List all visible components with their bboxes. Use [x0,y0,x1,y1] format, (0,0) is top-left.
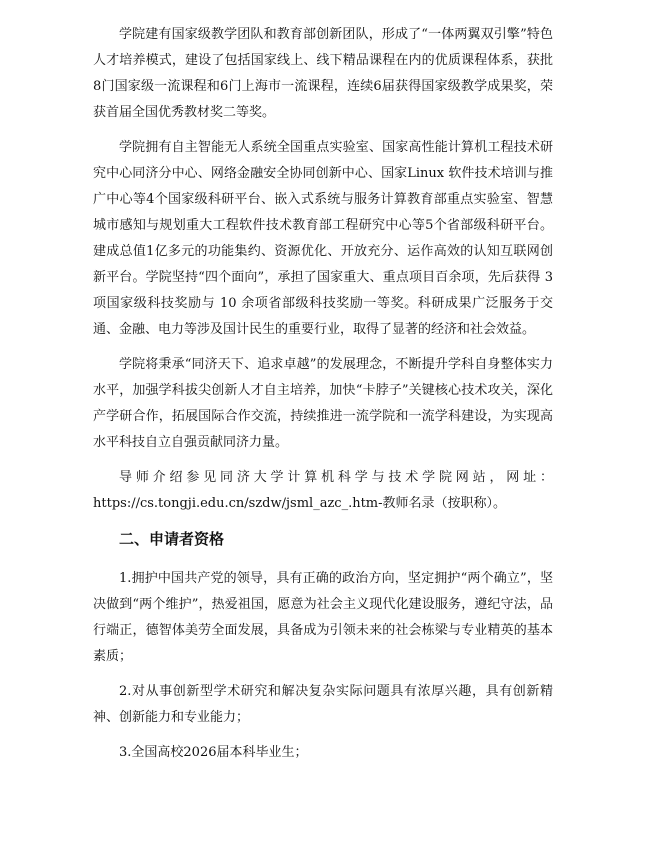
section-heading: 二、申请者资格 [119,530,225,548]
eligibility-item: 3.全国高校2026届本科毕业生； [119,745,308,760]
paragraph-supervisor-intro: 导师介绍参见同济大学计算机科学与技术学院网站，网址： [119,470,553,485]
document-page [93,22,553,775]
paragraph-teaching: 学院建有国家级教学团队和教育部创新团队，形成了“一体两翼双引擎”特色人才培养模式，建设了包括国家线上、线下精品课程在内的优质课程体系，获批8门国家级一流课程和6门上海市一流课程，连续6届获得国家级教学成果奖，荣获首届全国优秀教材奖二等奖。 [93,27,553,120]
paragraph-research: 学院拥有自主智能无人系统全国重点实验室、国家高性能计算机工程技术研究中心同济分中心、网络金融安全协同创新中心、国家Linux 软件技术培训与推广中心等4个国家级科研平台、嵌入式系统与服务计算教育部重点实验室、智慧城市感知与规划重大工程软件技术教育部工程研究中心等5个省部级科研平台。建成总值1亿多元的功能集约、资源优化、开放充分、运作高效的认知互联网创新平台。学院坚持“四个面向”，承担了国家重大、重点项目百余项，先后获得 3 项国家级科技奖励与 10 余项省部级科技奖励一等奖。科研成果广泛服务于交通、金融、电力等涉及国计民生的重要行业，取得了显著的经济和社会效益。 [93,140,553,337]
supervisor-url-link[interactable]: https://cs.tongji.edu.cn/szdw/jsml_azc_.htm-教师名录（按职称）。 [93,496,507,511]
paragraph-vision: 学院将秉承“同济天下、追求卓越”的发展理念，不断提升学科自身整体实力水平，加强学科拔尖创新人才自主培养，加快“卡脖子”关键核心技术攻关，深化产学研合作，拓展国际合作交流，持续推进一流学院和一流学科建设，为实现高水平科技自立自强贡献同济力量。 [93,357,553,450]
eligibility-item: 1.拥护中国共产党的领导，具有正确的政治方向，坚定拥护“两个确立”，坚决做到“两个维护”，热爱祖国，愿意为社会主义现代化建设服务，遵纪守法，品行端正，德智体美劳全面发展，具备成为引领未来的社会栋梁与专业精英的基本素质； [93,571,553,664]
eligibility-item: 2.对从事创新型学术研究和解决复杂实际问题具有浓厚兴趣，具有创新精神、创新能力和专业能力； [93,684,553,725]
